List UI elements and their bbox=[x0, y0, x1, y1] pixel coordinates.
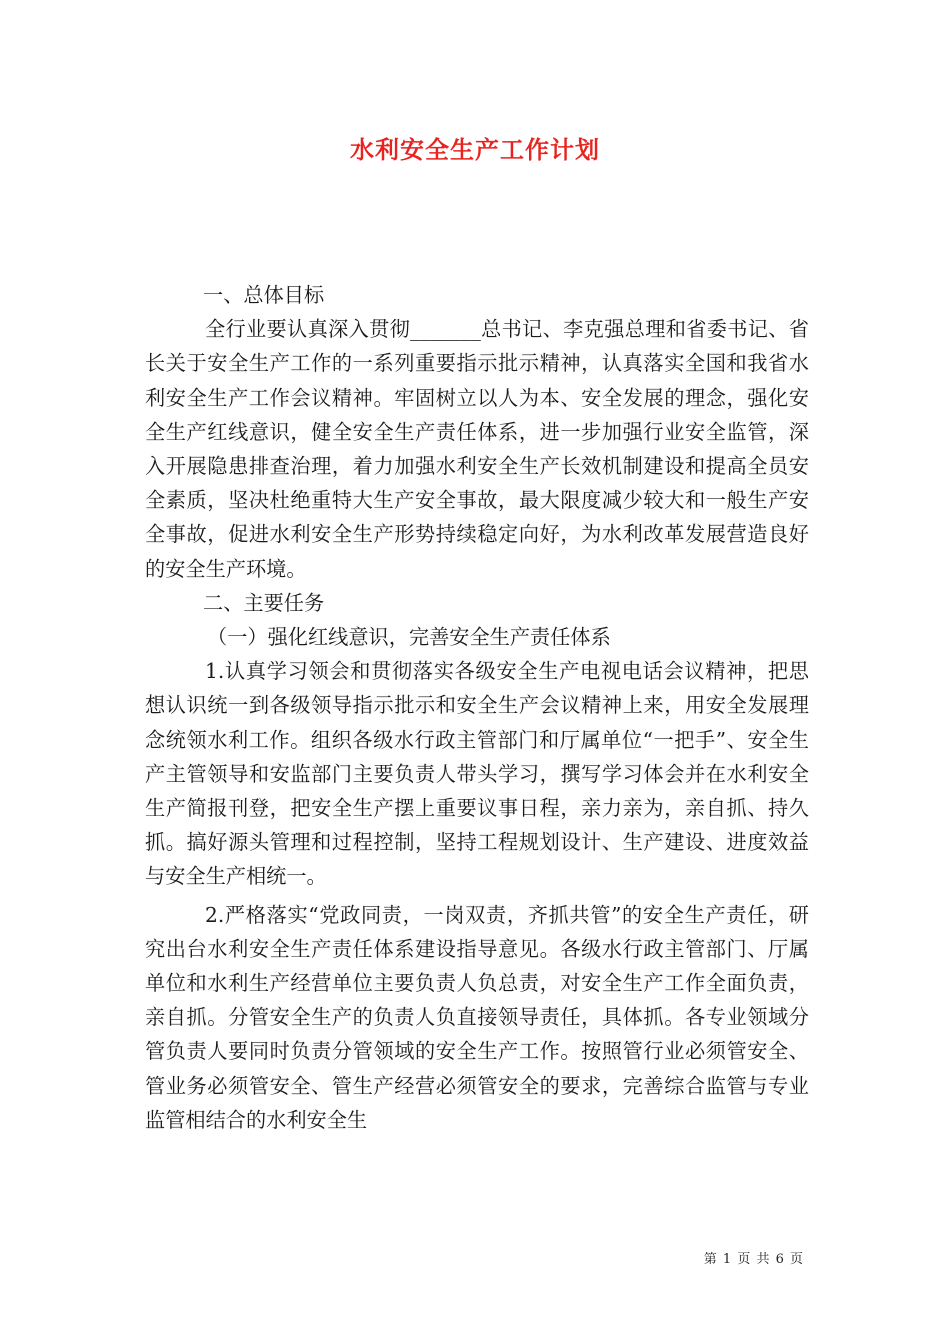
subsection-heading-red-line: （一）强化红线意识，完善安全生产责任体系 bbox=[207, 625, 611, 650]
paragraph-item-1: 1.认真学习领会和贯彻落实各级安全生产电视电话会议精神，把思想认识统一到各级领导指示批示和安全生产会议精神上来，用安全发展理念统领水利工作。组织各级水行政主管部门和厅属单位“一把手”、安全生产主管领导和安监部门主要负责人带头学习，撰写学习体会并在水利安全生产简报刊登，把安全生产摆上重要议事日程，亲力亲为，亲自抓、持久抓。搞好源头管理和过程控制，坚持工程规划设计、生产建设、进度效益与安全生产相统一。 bbox=[145, 659, 809, 889]
page-number-indicator: 第 1 页 共 6 页 bbox=[703, 1252, 804, 1267]
section-heading-overall-goal: 一、总体目标 bbox=[203, 283, 325, 307]
paragraph-overall-goal: 全行业要认真深入贯彻_______总书记、李克强总理和省委书记、省长关于安全生产工作的一系列重要指示批示精神，认真落实全国和我省水利安全生产工作会议精神。牢固树立以人为本、安全发展的理念，强化安全生产红线意识，健全安全生产责任体系，进一步加强行业安全监管，深入开展隐患排查治理，着力加强水利安全生产长效机制建设和提高全员安全素质，坚决杜绝重特大生产安全事故，最大限度减少较大和一般生产安全事故，促进水利安全生产形势持续稳定向好，为水利改革发展营造良好的安全生产环境。 bbox=[145, 317, 809, 581]
section-heading-main-tasks: 二、主要任务 bbox=[203, 590, 325, 615]
document-title: 水利安全生产工作计划 bbox=[350, 135, 600, 164]
document-body bbox=[145, 278, 809, 1137]
paragraph-item-2: 2.严格落实“党政同责，一岗双责，齐抓共管”的安全生产责任，研究出台水利安全生产责任体系建设指导意见。各级水行政主管部门、厅属单位和水利生产经营单位主要负责人负总责，对安全生产工作全面负责，亲自抓。分管安全生产的负责人负直接领导责任，具体抓。各专业领域分管负责人要同时负责分管领域的安全生产工作。按照管行业必须管安全、管业务必须管安全、管生产经营必须管安全的要求，完善综合监管与专业监管相结合的水利安全生 bbox=[145, 902, 809, 1132]
